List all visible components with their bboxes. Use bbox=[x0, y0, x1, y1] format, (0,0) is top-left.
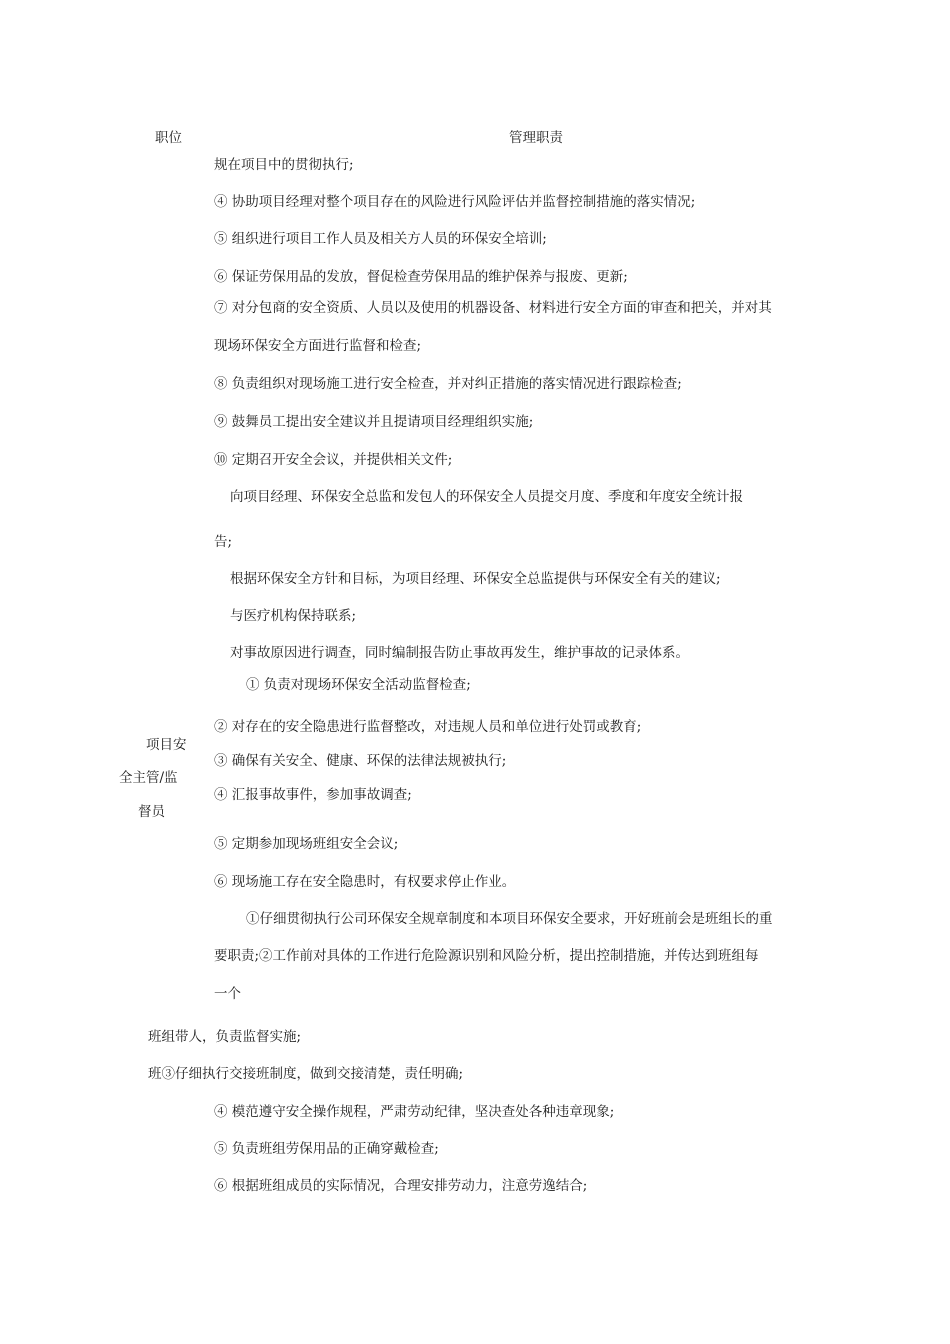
duty-line: 与医疗机构保持联系; bbox=[230, 608, 357, 624]
duty-line: ⑥ 保证劳保用品的发放，督促检查劳保用品的维护保养与报废、更新; bbox=[214, 269, 628, 285]
duty-line: 现场环保安全方面进行监督和检查; bbox=[214, 338, 422, 354]
duty-line: 班组带人，负责监督实施; bbox=[148, 1029, 302, 1045]
duty-line: ⑨ 鼓舞员工提出安全建议并且提请项目经理组织实施; bbox=[214, 414, 534, 430]
duty-line: ① 负责对现场环保安全活动监督检查; bbox=[246, 677, 471, 693]
header-position: 职位 bbox=[155, 130, 182, 146]
duty-line: ⑦ 对分包商的安全资质、人员以及使用的机器设备、材料进行安全方面的审查和把关，并对其 bbox=[214, 300, 772, 316]
duty-line: ⑤ 组织进行项目工作人员及相关方人员的环保安全培训; bbox=[214, 231, 547, 247]
duty-line: 向项目经理、环保安全总监和发包人的环保安全人员提交月度、季度和年度安全统计报 bbox=[230, 489, 743, 505]
duty-line: ④ 模范遵守安全操作规程，严肃劳动纪律，坚决查处各种违章现象; bbox=[214, 1104, 615, 1120]
duty-line: ⑤ 定期参加现场班组安全会议; bbox=[214, 836, 399, 852]
position-label: 督员 bbox=[138, 804, 165, 820]
duty-line: ⑩ 定期召开安全会议，并提供相关文件; bbox=[214, 452, 453, 468]
duty-line: ④ 汇报事故事件，参加事故调查; bbox=[214, 787, 412, 803]
duty-line: ④ 协助项目经理对整个项目存在的风险进行风险评估并监督控制措施的落实情况; bbox=[214, 194, 696, 210]
duty-line: 告; bbox=[214, 534, 233, 550]
duty-line: 一个 bbox=[214, 986, 241, 1002]
duty-line: ⑧ 负责组织对现场施工进行安全检查，并对纠正措施的落实情况进行跟踪检查; bbox=[214, 376, 682, 392]
duty-line: ② 对存在的安全隐患进行监督整改，对违规人员和单位进行处罚或教育; bbox=[214, 719, 642, 735]
duty-line: 班③仔细执行交接班制度，做到交接清楚，责任明确; bbox=[148, 1066, 464, 1082]
duty-line: ③ 确保有关安全、健康、环保的法律法规被执行; bbox=[214, 753, 507, 769]
duty-line: 规在项目中的贯彻执行; bbox=[214, 157, 354, 173]
duty-line: 根据环保安全方针和目标，为项目经理、环保安全总监提供与环保安全有关的建议; bbox=[230, 571, 721, 587]
duty-line: 要职责;②工作前对具体的工作进行危险源识别和风险分析，提出控制措施，并传达到班组每 bbox=[214, 948, 759, 964]
duty-line: ⑥ 现场施工存在安全隐患时，有权要求停止作业。 bbox=[214, 874, 516, 890]
header-duties: 管理职责 bbox=[509, 130, 563, 146]
position-label: 项目安 bbox=[146, 737, 187, 753]
duty-line: ①仔细贯彻执行公司环保安全规章制度和本项目环保安全要求，开好班前会是班组长的重 bbox=[246, 911, 773, 927]
duty-line: 对事故原因进行调查，同时编制报告防止事故再发生，维护事故的记录体系。 bbox=[230, 645, 689, 661]
duty-line: ⑥ 根据班组成员的实际情况，合理安排劳动力，注意劳逸结合; bbox=[214, 1178, 588, 1194]
duty-line: ⑤ 负责班组劳保用品的正确穿戴检查; bbox=[214, 1141, 439, 1157]
position-label: 全主管/监 bbox=[119, 770, 178, 786]
